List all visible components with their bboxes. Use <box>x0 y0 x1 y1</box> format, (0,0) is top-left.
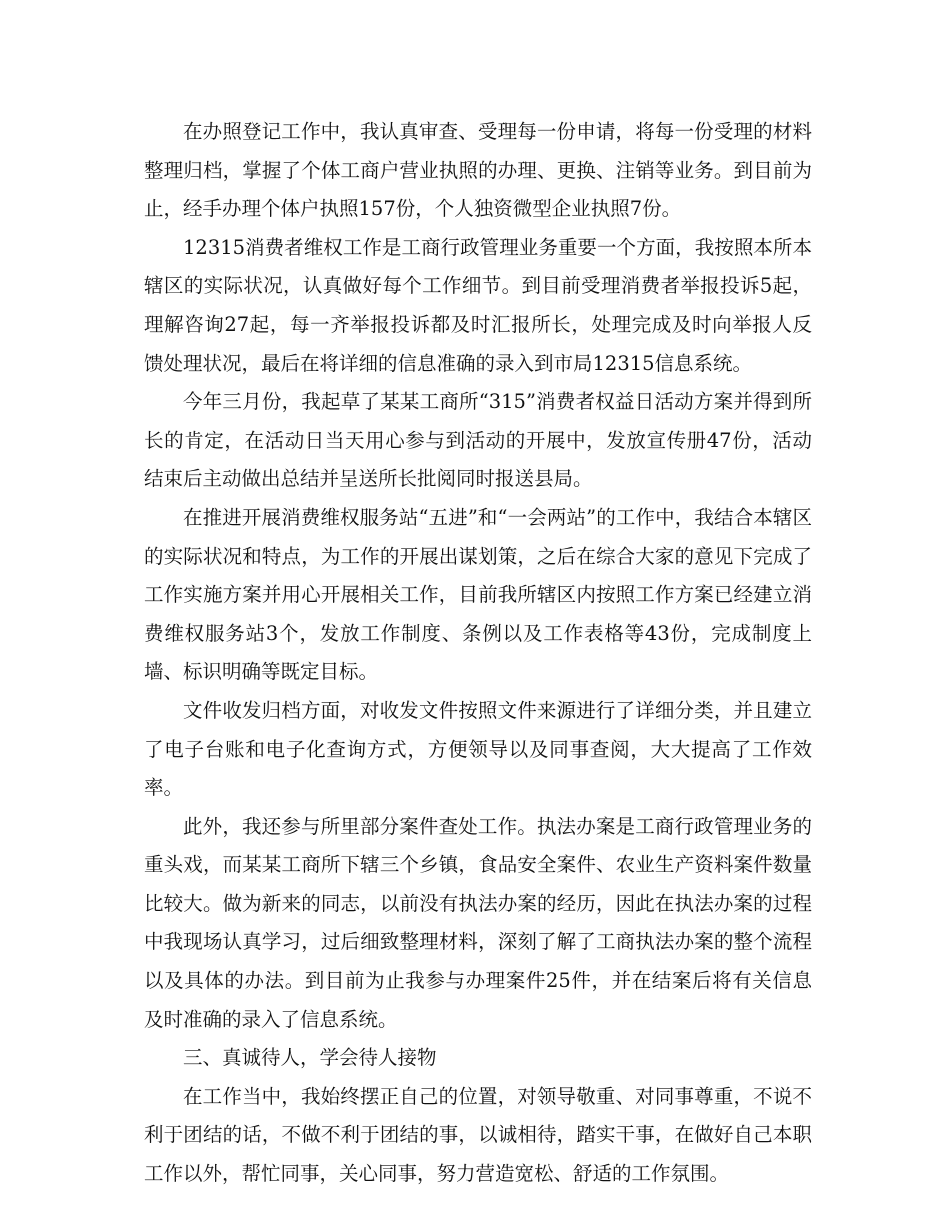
paragraph-consumer-rights-12315: 12315消费者维权工作是工商行政管理业务重要一个方面，我按照本所本辖区的实际状况，认真做好每个工作细节。到目前受理消费者举报投诉5起，理解咨询27起，每一齐举报投诉都及时汇报所长，处理完成及时向举报人反馈处理状况，最后在将详细的信息准确的录入到市局12315信息系统。 <box>144 235 812 375</box>
paragraph-315-activity: 今年三月份，我起草了某某工商所“315”消费者权益日活动方案并得到所长的肯定，在活动日当天用心参与到活动的开展中，发放宣传册47份，活动结束后主动做出总结并呈送所长批阅同时报送县局。 <box>144 390 812 491</box>
document-body <box>144 113 812 1194</box>
paragraph-service-station: 在推进开展消费维权服务站“五进”和“一会两站”的工作中，我结合本辖区的实际状况和特点，为工作的开展出谋划策，之后在综合大家的意见下完成了工作实施方案并用心开展相关工作，目前我所辖区内按照工作方案已经建立消费维权服务站3个，发放工作制度、条例以及工作表格等43份，完成制度上墙、标识明确等既定目标。 <box>144 505 812 684</box>
paragraph-document-filing: 文件收发归档方面，对收发文件按照文件来源进行了详细分类，并且建立了电子台账和电子化查询方式，方便领导以及同事查阅，大大提高了工作效率。 <box>144 698 812 800</box>
paragraph-interpersonal: 在工作当中，我始终摆正自己的位置，对领导敬重、对同事尊重，不说不利于团结的话，不做不利于团结的事，以诚相待，踏实干事，在做好自己本职工作以外，帮忙同事，关心同事，努力营造宽松、舒适的工作氛围。 <box>144 1084 812 1186</box>
paragraph-case-handling: 此外，我还参与所里部分案件查处工作。执法办案是工商行政管理业务的重头戏，而某某工商所下辖三个乡镇，食品安全案件、农业生产资料案件数量比较大。做为新来的同志，以前没有执法办案的经历，因此在执法办案的过程中我现场认真学习，过后细致整理材料，深刻了解了工商执法办案的整个流程以及具体的办法。到目前为止我参与办理案件25件，并在结案后将有关信息及时准确的录入了信息系统。 <box>144 814 812 1031</box>
paragraph-business-license: 在办照登记工作中，我认真审查、受理每一份申请，将每一份受理的材料整理归档，掌握了个体工商户营业执照的办理、更换、注销等业务。到目前为止，经手办理个体户执照157份，个人独资微型企业执照7份。 <box>144 120 812 221</box>
section-heading: 三、真诚待人，学会待人接物 <box>183 1046 437 1070</box>
